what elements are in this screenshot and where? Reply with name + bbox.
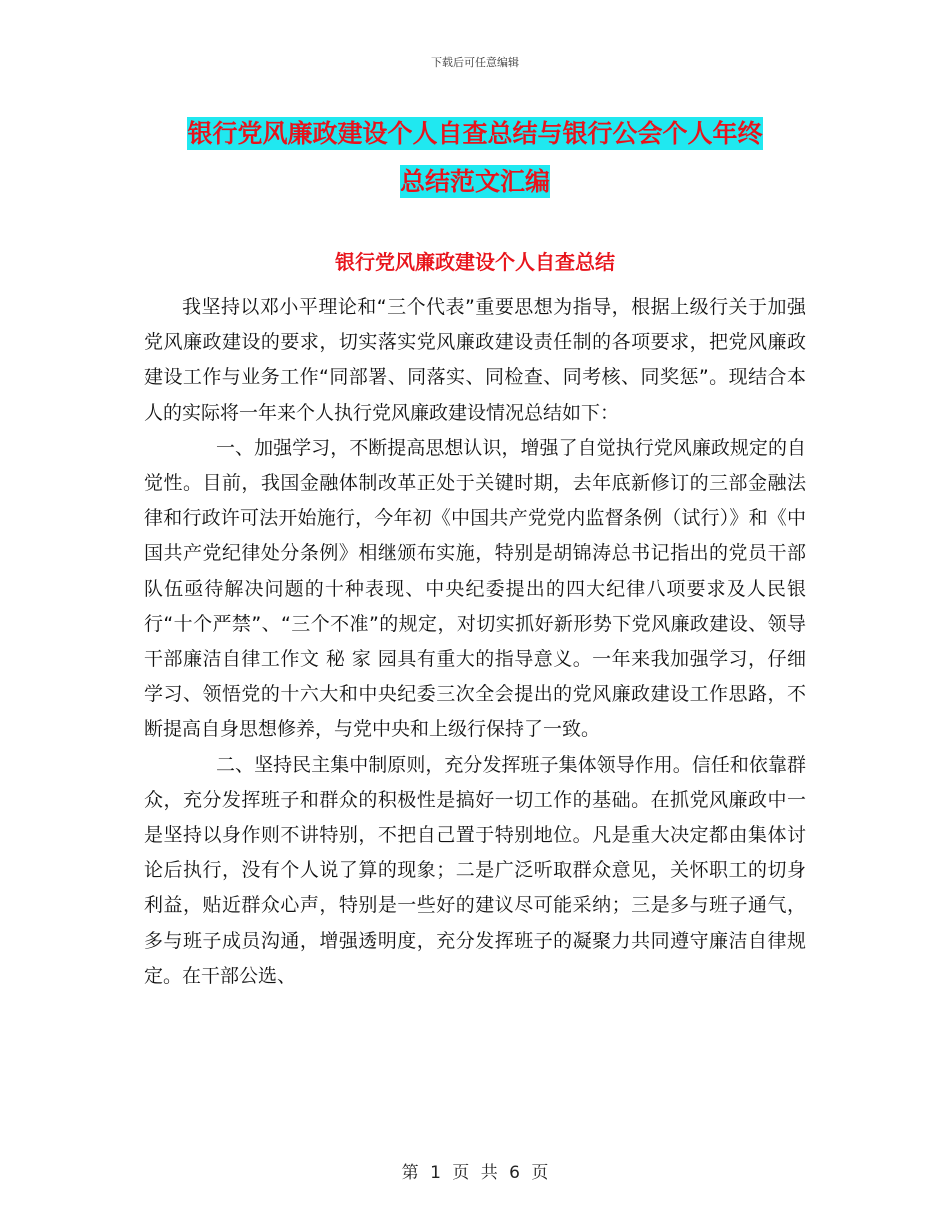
title-line-1: 银行党风廉政建设个人自查总结与银行公会个人年终 — [187, 119, 763, 148]
paragraph-section-1: 一、加强学习，不断提高思想认识，增强了自觉执行党风廉政规定的自觉性。目前，我国金融体制改革正处于关键时期，去年底新修订的三部金融法律和行政许可法开始施行，今年初《中国共产党党内监督条例（试行）》和《中国共产党纪律处分条例》相继颁布实施，特别是胡锦涛总书记指出的党员干部队伍亟待解决问题的十种表现、中央纪委提出的四大纪律八项要求及人民银行“十个严禁”、“三个不准”的规定，对切实抓好新形势下党风廉政建设、领导干部廉洁自律工作文 秘 家 园具有重大的指导意义。一年来我加强学习，仔细学习、领悟党的十六大和中央纪委三次全会提出的党风廉政建设工作思路，不断提高自身思想修养，与党中央和上级行保持了一致。 — [144, 436, 806, 741]
document-title — [145, 110, 805, 206]
section-title: 银行党风廉政建设个人自查总结 — [335, 250, 615, 274]
header-note: 下载后可任意编辑 — [431, 56, 519, 69]
document-body — [144, 290, 806, 994]
paragraph-intro: 我坚持以邓小平理论和“三个代表”重要思想为指导，根据上级行关于加强党风廉政建设的要求，切实落实党风廉政建设责任制的各项要求，把党风廉政建设工作与业务工作“同部署、同落实、同检查、同考核、同奖惩”。现结合本人的实际将一年来个人执行党风廉政建设情况总结如下： — [144, 296, 806, 424]
paragraph-section-2: 二、坚持民主集中制原则，充分发挥班子集体领导作用。信任和依靠群众，充分发挥班子和群众的积极性是搞好一切工作的基础。在抓党风廉政中一是坚持以身作则不讲特别，不把自己置于特别地位。凡是重大决定都由集体讨论后执行，没有个人说了算的现象；二是广泛听取群众意见，关怀职工的切身利益，贴近群众心声，特别是一些好的建议尽可能采纳；三是多与班子通气，多与班子成员沟通，增强透明度，充分发挥班子的凝聚力共同遵守廉洁自律规定。在干部公选、 — [144, 753, 806, 987]
page-footer: 第 1 页 共 6 页 — [401, 1163, 549, 1183]
title-line-2: 总结范文汇编 — [399, 167, 550, 196]
